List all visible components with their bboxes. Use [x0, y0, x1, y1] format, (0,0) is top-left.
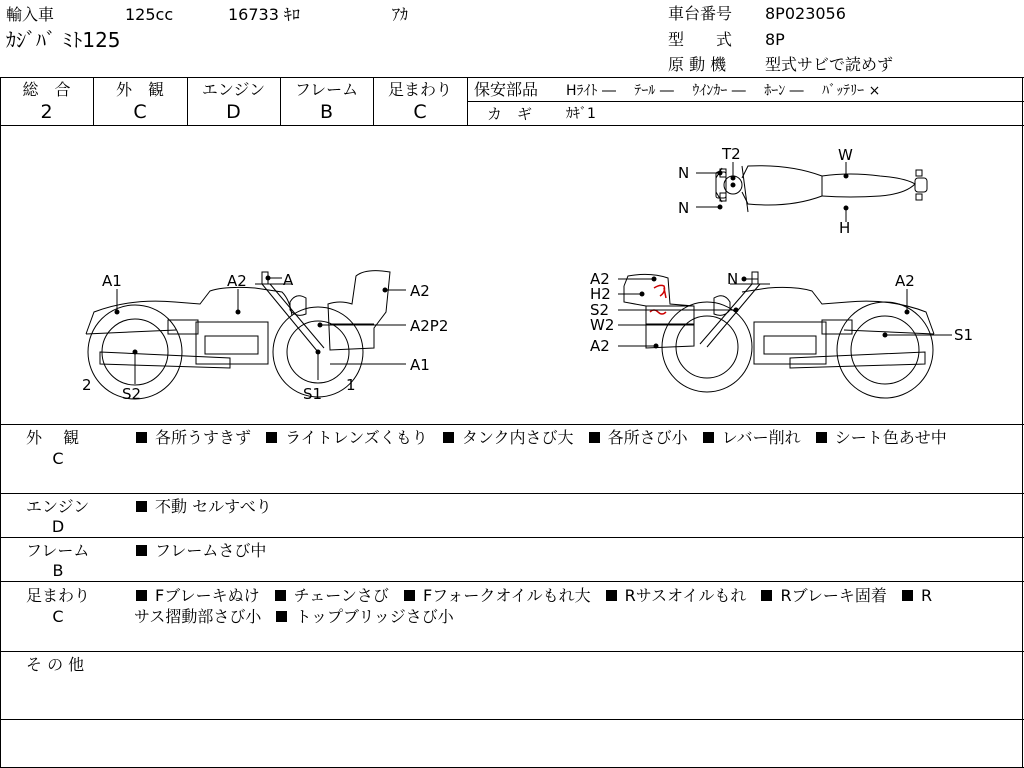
note-item: トップブリッジさび小: [295, 607, 454, 626]
label-n-lower: N: [678, 199, 690, 217]
grade-overall-label: 総 合: [22, 80, 71, 99]
frame-number: 8P023056: [765, 4, 846, 23]
label-s1-left: S1: [303, 385, 323, 403]
grade-frame-value: B: [319, 101, 334, 123]
label-a2-screen: A2: [590, 270, 610, 288]
safety-parts-label: 保安部品: [474, 80, 539, 99]
bullet-icon: [136, 590, 147, 601]
grade-exterior-value: C: [133, 101, 147, 123]
suspension-section-grade: C: [52, 607, 64, 626]
note-item: シート色あせ中: [834, 428, 947, 447]
bullet-icon: [606, 590, 617, 601]
note-item: チェーンさび: [293, 586, 389, 605]
bullet-icon: [266, 432, 277, 443]
engine-notes: [132, 497, 278, 517]
note-item: レバー削れ: [721, 428, 801, 447]
marker-dots: [115, 171, 910, 355]
exterior-section-grade: C: [52, 449, 64, 468]
label-n-right: N: [727, 270, 739, 288]
bullet-icon: [761, 590, 772, 601]
label-rear-2: 2: [82, 376, 92, 394]
bullet-icon: [136, 501, 147, 512]
bullet-icon: [276, 611, 287, 622]
label-s1-right: S1: [954, 326, 974, 344]
divider: [0, 537, 1024, 538]
suspension-section-label: 足まわり: [26, 586, 91, 605]
mileage: 16733 ｷﾛ: [228, 5, 300, 24]
import-label: 輸入車: [6, 5, 55, 24]
other-section-label: そ の 他: [26, 655, 85, 674]
label-s2-right: S2: [590, 301, 610, 319]
damage-diagram: [0, 126, 1022, 424]
note-item: Rサスオイルもれ: [624, 586, 747, 605]
key-label: カ ギ: [487, 105, 533, 123]
label-h: H: [839, 219, 851, 237]
damage-mark: [650, 310, 666, 314]
note-item: Rブレーキ固着: [780, 586, 887, 605]
divider: [0, 651, 1024, 652]
grade-overall-value: 2: [40, 101, 53, 123]
bullet-icon: [443, 432, 454, 443]
displacement: 125cc: [125, 5, 174, 24]
label-a-handle: A: [283, 271, 294, 289]
body-color: ｱｶ: [392, 5, 409, 24]
frame-notes: [132, 541, 272, 561]
note-item: タンク内さび大: [461, 428, 574, 447]
bullet-icon: [902, 590, 913, 601]
label-a2p2: A2P2: [410, 317, 449, 335]
divider: [0, 719, 1024, 720]
divider: [467, 77, 468, 125]
damage-mark: [654, 285, 666, 298]
note-item: サス摺動部さび小: [134, 607, 262, 626]
note-item: フレームさび中: [155, 541, 267, 560]
label-a2-tank: A2: [227, 272, 247, 290]
label-front-1: 1: [346, 376, 356, 394]
note-item: 不動 セルすべり: [155, 497, 272, 516]
bullet-icon: [589, 432, 600, 443]
divider: [1022, 77, 1023, 768]
motorcycle-top-view: [716, 166, 927, 212]
frame-number-label: 車台番号: [668, 4, 733, 23]
divider: [0, 493, 1024, 494]
grade-frame-label: フレーム: [294, 80, 359, 99]
bullet-icon: [136, 545, 147, 556]
engine-section-grade: D: [51, 517, 65, 536]
label-a2-lower: A2: [590, 337, 610, 355]
note-item: Fフォークオイルもれ大: [422, 586, 591, 605]
bullet-icon: [404, 590, 415, 601]
label-a2-fairing: A2: [410, 282, 430, 300]
grade-engine-value: D: [226, 101, 241, 123]
engine-section-label: エンジン: [26, 497, 90, 516]
divider: [467, 101, 1024, 102]
grade-suspension-value: C: [413, 101, 427, 123]
safety-parts-items: Hﾗｲﾄ ― ﾃｰﾙ ― ｳｲﾝｶｰ ― ﾎｰﾝ ― ﾊﾞｯﾃﾘｰ ×: [566, 83, 881, 99]
key-value: ｶｷﾞ1: [566, 106, 596, 122]
label-a2-tail: A2: [895, 272, 915, 290]
bullet-icon: [816, 432, 827, 443]
note-item: 各所うすきず: [155, 428, 252, 447]
model-type-label: 型 式: [668, 30, 733, 49]
exterior-section-label: 外 観: [26, 428, 80, 447]
note-item: 各所さび小: [607, 428, 688, 447]
label-t2: T2: [722, 145, 741, 163]
grade-suspension-label: 足まわり: [387, 80, 452, 99]
suspension-notes-line2: [134, 607, 460, 627]
engine-type-label: 原 動 機: [668, 55, 727, 74]
label-w: W: [838, 146, 853, 164]
divider: [0, 581, 1024, 582]
divider: [0, 424, 1024, 425]
label-a1-left: A1: [102, 272, 122, 290]
note-item: Fブレーキぬけ: [155, 586, 260, 605]
label-s2-left: S2: [122, 385, 142, 403]
bullet-icon: [703, 432, 714, 443]
bullet-icon: [275, 590, 286, 601]
label-w2: W2: [590, 316, 615, 334]
bullet-icon: [136, 432, 147, 443]
exterior-notes: [132, 428, 953, 448]
frame-section-label: フレーム: [26, 541, 90, 560]
label-h2: H2: [590, 285, 611, 303]
model-name: ｶｼﾞﾊﾞ ﾐﾄ125: [6, 28, 121, 52]
model-type-value: 8P: [765, 30, 785, 49]
grade-engine-label: エンジン: [201, 80, 266, 99]
label-a1-fender: A1: [410, 356, 430, 374]
suspension-notes-line1: [132, 586, 938, 606]
note-item: ライトレンズくもり: [285, 428, 428, 447]
divider: [0, 77, 1024, 78]
label-n-upper: N: [678, 164, 690, 182]
frame-section-grade: B: [52, 561, 64, 580]
grade-exterior-label: 外 観: [115, 80, 164, 99]
engine-type-value: 型式サビで読めず: [765, 55, 894, 74]
note-item: R: [921, 586, 933, 605]
